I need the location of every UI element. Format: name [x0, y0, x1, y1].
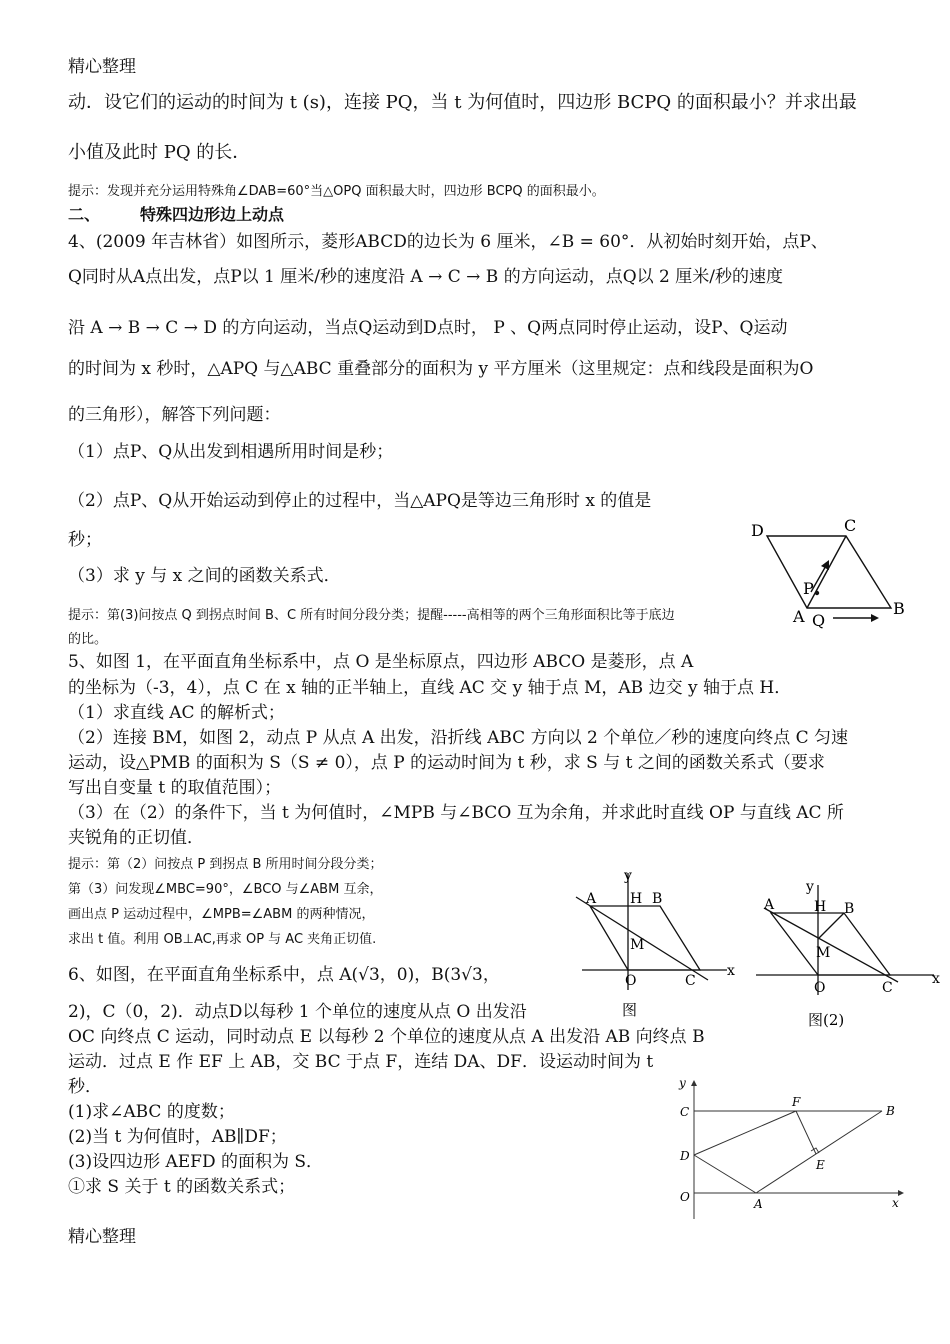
point-p-dot — [815, 591, 819, 595]
x-axis-arrow — [898, 1190, 904, 1196]
label-x: x — [932, 971, 940, 987]
label-q: Q — [812, 611, 826, 630]
q6-line3: OC 向终点 C 运动，同时动点 E 以每秒 2 个单位的速度从点 A 出发沿 AB 向终点 B — [68, 1027, 705, 1047]
y-axis-arrow — [691, 1080, 697, 1086]
label-a: A — [764, 897, 775, 913]
problem3-text-line2: 小值及此时 PQ 的长． — [68, 142, 251, 163]
label-b: B — [886, 1104, 895, 1118]
page-footer: 精心整理 — [68, 1227, 136, 1247]
q4-line2: Q同时从A点出发，点P以 1 厘米/秒的速度沿 A → C → B 的方向运动，点Q以 2 厘米/秒的速度 — [68, 267, 783, 287]
line-ac — [764, 908, 898, 982]
q5-hint-line4: 求出 t 值。利用 OB⊥AC,再求 OP 与 AC 夹角正切值. — [68, 932, 377, 947]
section-title: 特殊四边形边上动点 — [140, 205, 285, 224]
q4-part1: （1）点P、Q从出发到相遇所用时间是秒； — [68, 442, 394, 462]
q6-line1: 6、如图，在平面直角坐标系中，点 A(√3，0)，B(3√3， — [68, 965, 500, 985]
figure-caption: 图 — [622, 1001, 638, 1019]
label-h: H — [630, 891, 643, 907]
q5-line1: 5、如图 1，在平面直角坐标系中，点 O 是坐标原点，四边形 ABCO 是菱形，点 A — [68, 652, 694, 672]
section-heading — [68, 204, 284, 226]
label-o: O — [814, 980, 826, 996]
q4-line3: 沿 A → B → C → D 的方向运动，当点Q运动到D点时， P 、Q两点同时停止运动，设P、Q运动 — [68, 318, 788, 338]
q6-line4: 运动．过点 E 作 EF 上 AB，交 BC 于点 F，连结 DA、DF．设运动时间为 t — [68, 1052, 654, 1072]
q5-hint-line2: 第（3）问发现∠MBC=90°，∠BCO 与∠ABM 互余， — [68, 882, 383, 897]
q6-figure — [672, 1075, 912, 1225]
q4-part3: （3）求 y 与 x 之间的函数关系式． — [68, 566, 341, 586]
q6-part2: (2)当 t 为何值时，AB∥DF； — [68, 1127, 287, 1147]
segment-bm — [818, 913, 844, 939]
arrow-q-head — [871, 614, 879, 622]
label-d: D — [751, 521, 764, 540]
q4-part2-line1: （2）点P、Q从开始运动到停止的过程中，当△APQ是等边三角形时 x 的值是 — [68, 491, 652, 511]
q4-hint-line2: 的比。 — [68, 632, 108, 647]
q6-part3: (3)设四边形 AEFD 的面积为 S． — [68, 1152, 324, 1172]
label-o: O — [625, 973, 637, 989]
label-o: O — [680, 1190, 690, 1204]
q6-part1: (1)求∠ABC 的度数； — [68, 1102, 235, 1122]
label-m: M — [816, 945, 831, 961]
label-d: D — [680, 1149, 690, 1163]
label-a: A — [793, 607, 805, 626]
problem3-text-line1: 动．设它们的运动的时间为 t (s)，连接 PQ，当 t 为何值时，四边形 BCPQ 的面积最小？并求出最 — [68, 92, 857, 113]
label-p: P — [803, 579, 814, 598]
q5-line2: 的坐标为（-3，4），点 C 在 x 轴的正半轴上，直线 AC 交 y 轴于点 M，AB 边交 y 轴于点 H． — [68, 678, 792, 698]
label-f: F — [792, 1095, 801, 1109]
q6-part3-sub1: ①求 S 关于 t 的函数关系式； — [68, 1177, 296, 1197]
label-y: y — [679, 1076, 686, 1090]
segment-fe — [796, 1111, 816, 1154]
label-c: C — [680, 1105, 690, 1119]
q4-hint-line1: 提示：第(3)问按点 Q 到拐点时间 B、C 所有时间分段分类；提醒-----高相等的两个三角形面积比等于底边 — [68, 608, 675, 623]
segment-ab — [756, 1111, 882, 1193]
q4-part2-line2: 秒； — [68, 530, 102, 550]
label-y: y — [806, 879, 814, 895]
q5-line8: 夹锐角的正切值． — [68, 828, 204, 848]
figure-caption: 图(2) — [808, 1011, 845, 1029]
q6-line2: 2)，C（0，2)．动点D以每秒 1 个单位的速度从点 O 出发沿 — [68, 1002, 527, 1022]
q5-line5: 运动，设△PMB 的面积为 S（S ≠ 0），点 P 的运动时间为 t 秒，求 S 与 t 之间的函数关系式（要求 — [68, 753, 825, 773]
label-b: B — [844, 901, 855, 917]
q5-hint-line1: 提示：第（2）问按点 P 到拐点 B 所用时间分段分类； — [68, 857, 383, 872]
q5-line6: 写出自变量 t 的取值范围）； — [68, 778, 282, 798]
q5-line4: （2）连接 BM，如图 2，动点 P 从点 A 出发，沿折线 ABC 方向以 2 个单位／秒的速度向终点 C 匀速 — [68, 728, 849, 748]
label-b: B — [652, 891, 663, 907]
q6-line5: 秒． — [68, 1077, 102, 1097]
q5-line3: （1）求直线 AC 的解析式； — [68, 703, 285, 723]
q4-line5: 的三角形），解答下列问题： — [68, 405, 281, 425]
q5-line7: （3）在（2）的条件下，当 t 为何值时，∠MPB 与∠BCO 互为余角，并求此时直线 OP 与直线 AC 所 — [68, 803, 844, 823]
rhombus-abcd — [767, 536, 891, 608]
q5-hint-line3: 画出点 P 运动过程中，∠MPB=∠ABM 的两种情况， — [68, 907, 375, 922]
q5-figure-2 — [752, 875, 947, 1035]
label-a: A — [586, 891, 597, 907]
label-a: A — [754, 1197, 763, 1211]
rhombus-figure — [745, 512, 915, 632]
label-c: C — [844, 516, 857, 535]
label-c: C — [685, 973, 696, 989]
problem3-hint: 提示：发现并充分运用特殊角∠DAB=60°当△OPQ 面积最大时，四边形 BCPQ 的面积最小。 — [68, 184, 605, 199]
label-m: M — [630, 937, 645, 953]
q5-figure-1 — [572, 865, 742, 1025]
label-c: C — [882, 980, 893, 996]
q4-line1: 4、(2009 年吉林省）如图所示，菱形ABCD的边长为 6 厘米，∠B = 60°．从初始时刻开始，点P、 — [68, 232, 828, 252]
page-header: 精心整理 — [68, 57, 136, 77]
label-e: E — [816, 1158, 825, 1172]
segment-df — [694, 1111, 796, 1155]
label-x: x — [892, 1196, 899, 1210]
label-h: H — [814, 899, 827, 915]
segment-da — [694, 1155, 756, 1193]
section-number: 二、 — [68, 205, 101, 224]
q4-line4: 的时间为 x 秒时，△APQ 与△ABC 重叠部分的面积为 y 平方厘米（这里规定：点和线段是面积为O — [68, 359, 814, 379]
label-y: y — [624, 868, 632, 884]
label-b: B — [893, 599, 905, 618]
label-x: x — [727, 963, 735, 979]
